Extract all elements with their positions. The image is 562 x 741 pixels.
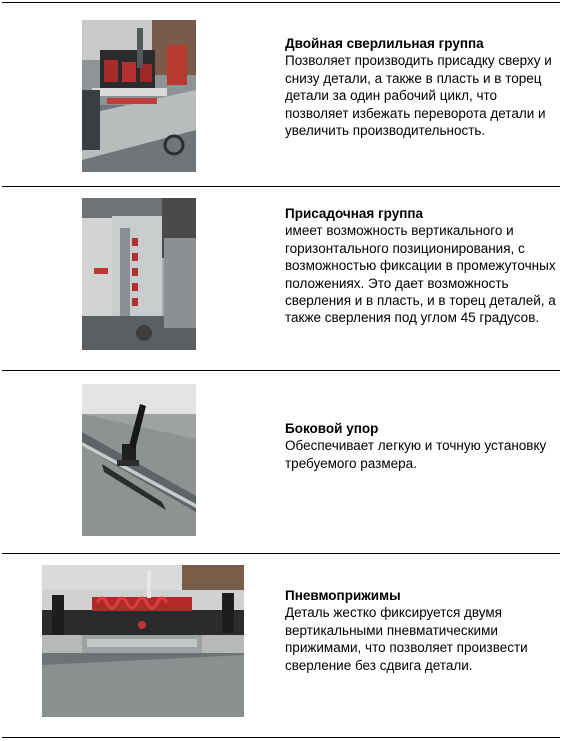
feature-1-title: Двойная сверлильная группа bbox=[285, 36, 484, 51]
feature-4-description: Деталь жестко фиксируется двумя вертикальными пневматическими прижимами, что позволяет произвести сверление без сдвига детали. bbox=[285, 605, 528, 673]
side-stop-photo bbox=[82, 384, 196, 536]
feature-2-title: Присадочная группа bbox=[285, 206, 424, 221]
feature-3-text bbox=[285, 420, 557, 472]
divider-3 bbox=[2, 553, 560, 554]
feature-2-description: имеет возможность вертикального и горизонтального позиционирования, с возможностью фиксации в промежуточных положениях. Это дает возможность сверления и в пласть, и в торец деталей, а также сверления под углом 45 градусов. bbox=[285, 223, 556, 326]
feature-3-description: Обеспечивает легкую и точную установку требуемого размера. bbox=[285, 438, 547, 471]
feature-3-title: Боковой упор bbox=[285, 421, 379, 436]
divider-1 bbox=[2, 186, 560, 187]
divider-2 bbox=[2, 370, 560, 371]
pneumatic-clamps-photo bbox=[42, 565, 244, 717]
boring-group-photo bbox=[82, 198, 196, 350]
divider-top bbox=[2, 2, 560, 3]
feature-2-text bbox=[285, 205, 557, 327]
drilling-group-photo bbox=[82, 20, 196, 172]
feature-1-text bbox=[285, 35, 557, 139]
feature-4-title: Пневмоприжимы bbox=[285, 588, 401, 603]
divider-bottom bbox=[2, 737, 560, 738]
feature-4-text bbox=[285, 587, 557, 674]
feature-1-description: Позволяет производить присадку сверху и снизу детали, а также в пласть и в торец детали за один рабочий цикл, что позволяет избежать переворота детали и увеличить производительность. bbox=[285, 53, 552, 139]
